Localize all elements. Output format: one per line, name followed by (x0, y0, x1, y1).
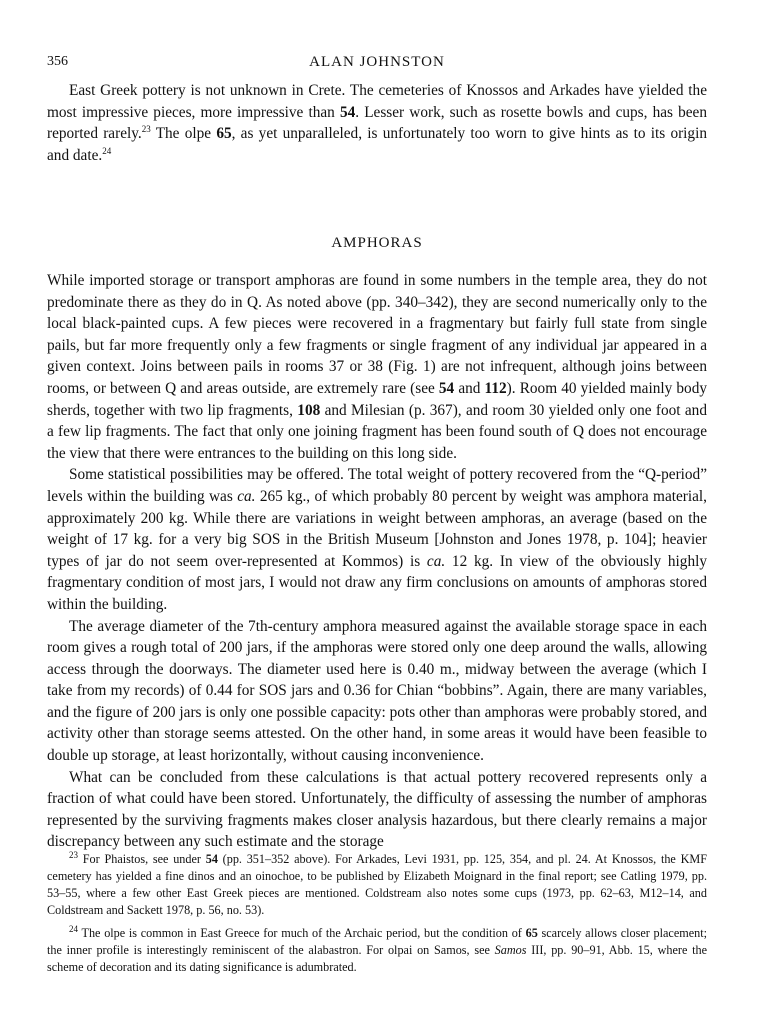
catalogue-ref: 108 (297, 401, 321, 419)
catalogue-ref: 54 (438, 379, 455, 397)
paragraph: The average diameter of the 7th-century amphora measured against the available storage space in each room gives a rough total of 200 jars, if the amphoras were stored only one deep around the walls, allowing access through the doorways. The diameter used here is 0.40 m., midway between the average (which I take from my records) of 0.44 for SOS jars and 0.36 for Chian “bobbins”. Again, there are many variables, and the figure of 200 jars is only one possible capacity: pots other than amphoras were probably stored, and activity other than storage seems attested. On the other hand, in some areas it would have been feasible to double up storage, at least horizontally, without causing inconvenience. (47, 617, 707, 765)
page-number: 356 (47, 54, 68, 69)
footnotes (47, 851, 707, 982)
paragraph: What can be concluded from these calculations is that actual pottery recovered represents only a fraction of what could have been stored. Unfortunately, the difficulty of assessing the number of amphoras represented by the surviving fragments makes closer analysis hazardous, but there clearly remains a major discrepancy between any such estimate and the storage (47, 768, 707, 851)
running-head (47, 52, 707, 72)
catalogue-ref: 54 (205, 852, 218, 866)
footnote-number: 24 (69, 923, 78, 934)
section-heading: AMPHORAS (331, 235, 423, 251)
footnote-number: 23 (69, 849, 78, 860)
intro-paragraph: East Greek pottery is not unknown in Crete. The cemeteries of Knossos and Arkades have yielded the most impressive pieces, more impressive than 54. Lesser work, such as rosette bowls and cups, has been reported rarely.$^{23}$ The olpe 65, as yet unparalleled, is unfortunately too worn to give hints as to its origin and date.$^{24}$ (47, 82, 707, 164)
footnote-24: $^{24}$ The olpe is common in East Greece for much of the Archaic period, but the condition of 65 scarcely allows closer placement; the inner profile is interestingly reminiscent of the alabastron. For olpai on Samos, see Samos III, pp. 90–91, Abb. 15, where the scheme of decoration and its dating significance is adumbrated. (47, 923, 708, 974)
catalogue-ref: 65 (525, 926, 538, 940)
catalogue-ref: 112 (484, 379, 507, 397)
paragraph: While imported storage or transport amphoras are found in some numbers in the temple area, they do not predominate there as they do in Q. As noted above (pp. 340–342), they are second numerically only to the local black-painted cups. A few pieces were recovered in a fragmentary but fairly full state from single pails, but far more frequently only a few fragments or single fragment of any individual jar appeared in a given context. Joins between pails in rooms 37 or 38 (Fig. 1) are not infrequent, although joins between rooms, or between Q and areas outside, are extremely rare (see 54 and 112). Room 40 yielded mainly body sherds, together with two lip fragments, 108 and Milesian (p. 367), and room 30 yielded only one foot and a few lip fragments. The fact that only one joining fragment has been found south of Q does not encourage the view that there were entrances to the building on this long side. (47, 272, 707, 462)
paragraph: Some statistical possibilities may be offered. The total weight of pottery recovered from the “Q-period” levels within the building was ca. 265 kg., of which probably 80 percent by weight was amphora material, approximately 200 kg. While there are variations in weight between amphoras, an average (based on the weight of 17 kg. for a very big SOS in the British Museum [Johnston and Jones 1978, p. 104]; heavier types of jar do not seem over-represented at Kommos) is ca. 12 kg. In view of the obviously highly fragmentary condition of most jars, I would not draw any firm conclusions on amounts of amphoras stored within the building. (47, 466, 707, 613)
intro-section (47, 80, 707, 166)
running-title: ALAN JOHNSTON (309, 54, 445, 70)
footnote-23: $^{23}$ For Phaistos, see under 54 (pp. 351–352 above). For Arkades, Levi 1931, pp. 125, 354, and pl. 24. At Knossos, the KMF cemetery has yielded a fine dinos and an oinochoe, to be published by Elizabeth Moignard in the final report; see Catling 1979, pp. 53–55, where a few other East Greek pieces are mentioned. Coldstream also notes some cups (1973, pp. 62–63, M12–14, and Coldstream and Sackett 1978, p. 56, no. 53). (47, 849, 708, 917)
footnote-marker: 23 (141, 124, 151, 135)
footnote-marker: 24 (102, 145, 112, 156)
amphoras-section (47, 270, 707, 853)
catalogue-ref: 65 (216, 125, 232, 143)
catalogue-ref: 54 (339, 103, 356, 121)
